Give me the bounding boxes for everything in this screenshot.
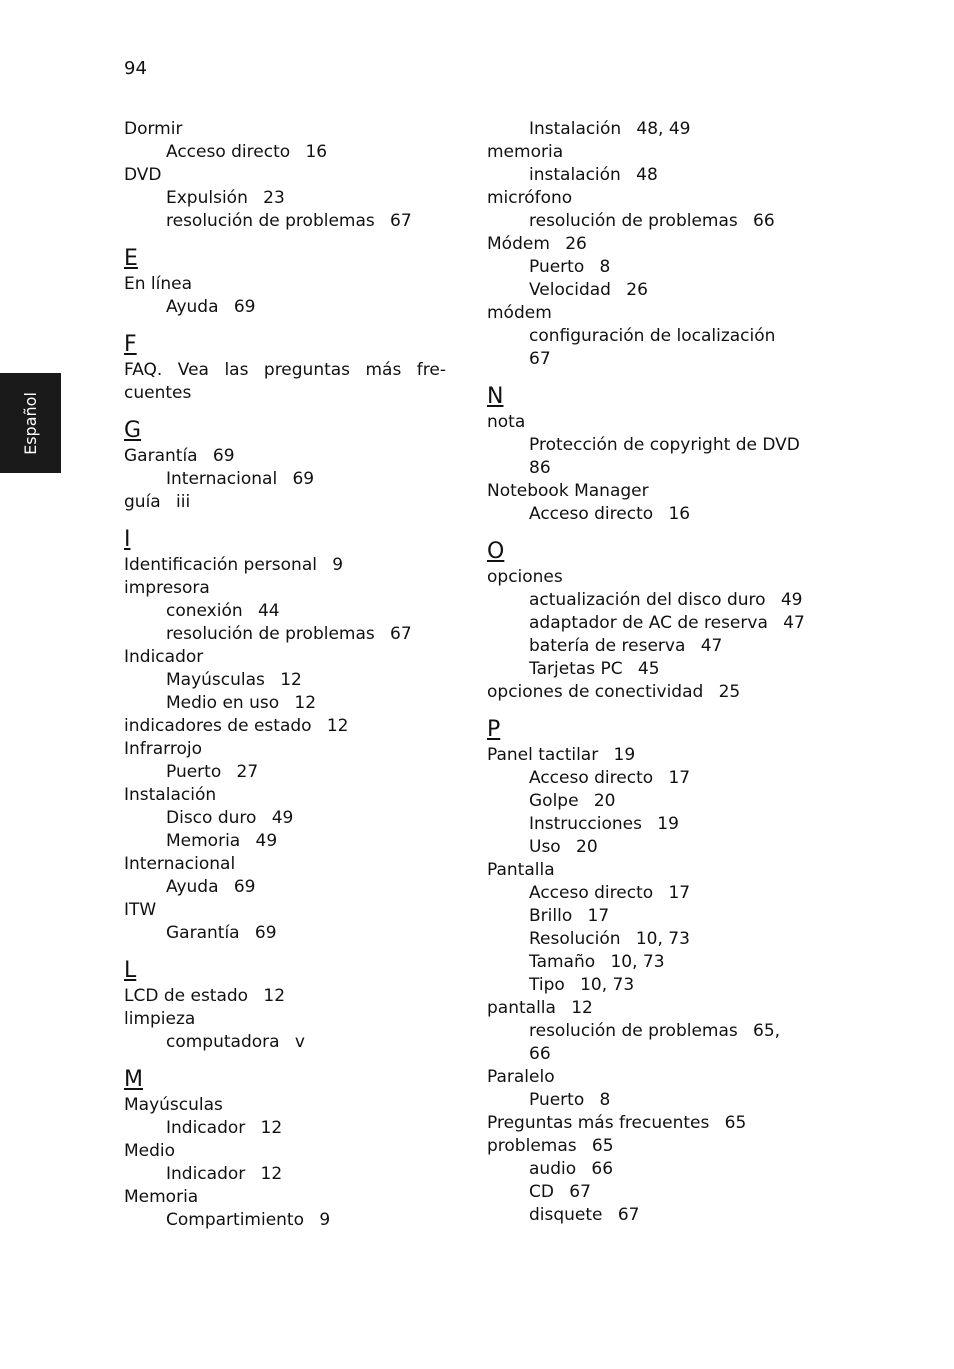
- entry-term: módem: [487, 303, 552, 323]
- entry-term: Golpe: [529, 791, 579, 811]
- entry-term: Garantía: [166, 923, 240, 943]
- index-entry: [124, 273, 446, 296]
- entry-term: Preguntas más frecuentes: [487, 1113, 710, 1133]
- index-subentry: [487, 118, 832, 141]
- index-entry: [487, 681, 832, 704]
- entry-term: Acceso directo: [529, 883, 654, 903]
- entry-term: limpieza: [124, 1009, 196, 1029]
- index-entry: [487, 141, 832, 164]
- index-entry: [124, 1186, 446, 1209]
- entry-term: Indicador: [166, 1164, 246, 1184]
- index-subentry: [124, 468, 446, 491]
- entry-page-ref: 17: [668, 768, 691, 788]
- entry-page-ref: 49: [255, 831, 278, 851]
- index-entry: [124, 715, 446, 738]
- index-letter-heading: N: [487, 384, 504, 409]
- index-subentry: [124, 876, 446, 899]
- index-subentry: [487, 1089, 832, 1112]
- entry-term: Medio: [124, 1141, 176, 1161]
- entry-term: FAQ. Vea las preguntas más fre-cuentes: [124, 360, 446, 403]
- entry-term: Medio en uso: [166, 693, 280, 713]
- entry-term: disquete: [529, 1205, 603, 1225]
- entry-term: Instalación: [124, 785, 217, 805]
- entry-term: Tamaño: [529, 952, 596, 972]
- index-subentry: [487, 1181, 832, 1204]
- entry-term: actualización del disco duro: [529, 590, 766, 610]
- entry-term: DVD: [124, 165, 162, 185]
- entry-term: opciones: [487, 567, 563, 587]
- entry-page-ref: 8: [599, 1090, 611, 1110]
- entry-page-ref: 16: [305, 142, 328, 162]
- entry-term: resolución de problemas: [166, 624, 375, 644]
- entry-term: adaptador de AC de reserva: [529, 613, 768, 633]
- index-entry: [487, 859, 832, 882]
- index-entry: [124, 118, 446, 141]
- entry-page-ref: 17: [587, 906, 610, 926]
- entry-term: Instalación: [529, 119, 622, 139]
- entry-term: opciones de conectividad: [487, 682, 704, 702]
- entry-term: Brillo: [529, 906, 573, 926]
- index-entry: [124, 164, 446, 187]
- entry-term: Ayuda: [166, 297, 219, 317]
- entry-term: Indicador: [166, 1118, 246, 1138]
- index-subentry: [487, 790, 832, 813]
- index-subentry: [487, 951, 832, 974]
- index-entry: [487, 1135, 832, 1158]
- entry-term: audio: [529, 1159, 577, 1179]
- index-letter-heading: I: [124, 527, 131, 552]
- entry-page-ref: 10, 73: [635, 929, 690, 949]
- entry-term: guía: [124, 492, 161, 512]
- entry-page-ref: 26: [565, 234, 587, 254]
- entry-term: Compartimiento: [166, 1210, 305, 1230]
- index-subentry: [124, 807, 446, 830]
- entry-page-ref: 26: [626, 280, 648, 300]
- entry-page-ref: 27: [236, 762, 259, 782]
- index-subentry: [487, 813, 832, 836]
- entry-page-ref: 67: [569, 1182, 591, 1202]
- index-subentry: [487, 503, 832, 526]
- entry-page-ref: 19: [613, 745, 636, 765]
- index-entry: [487, 566, 832, 589]
- entry-page-ref: 48: [636, 165, 658, 185]
- index-entry: [124, 1008, 446, 1031]
- index-subentry: [487, 325, 832, 348]
- entry-term: Mayúsculas: [124, 1095, 223, 1115]
- entry-term: Módem: [487, 234, 550, 254]
- entry-term: memoria: [487, 142, 564, 162]
- index-letter-heading: G: [124, 418, 142, 443]
- index-entry: [124, 554, 446, 577]
- index-entry: [124, 899, 446, 922]
- entry-page-ref: 12: [263, 986, 286, 1006]
- entry-term: impresora: [124, 578, 210, 598]
- index-subentry: [487, 635, 832, 658]
- entry-term: Indicador: [124, 647, 204, 667]
- language-label: Español: [21, 391, 40, 455]
- index-subentry: [487, 905, 832, 928]
- index-subentry: [487, 1158, 832, 1181]
- index-entry: [487, 233, 832, 256]
- entry-page-ref: 12: [326, 716, 349, 736]
- entry-term: Velocidad: [529, 280, 611, 300]
- index-subentry: [487, 767, 832, 790]
- entry-page-ref: 12: [260, 1118, 283, 1138]
- entry-term: 67: [529, 349, 551, 369]
- entry-term: Disco duro: [166, 808, 257, 828]
- index-subentry: [487, 882, 832, 905]
- entry-term: Tipo: [529, 975, 565, 995]
- index-entry: [487, 480, 832, 503]
- entry-page-ref: 9: [332, 555, 344, 575]
- entry-page-ref: 65: [724, 1113, 747, 1133]
- entry-term: Uso: [529, 837, 561, 857]
- index-entry: [487, 187, 832, 210]
- entry-term: Puerto: [166, 762, 222, 782]
- index-subentry: [487, 164, 832, 187]
- index-column-left: [124, 118, 446, 1232]
- index-entry: [487, 411, 832, 434]
- entry-term: ITW: [124, 900, 157, 920]
- entry-term: Internacional: [166, 469, 278, 489]
- index-subentry: [124, 210, 446, 233]
- entry-page-ref: 8: [599, 257, 611, 277]
- entry-page-ref: 44: [257, 601, 280, 621]
- entry-term: Resolución: [529, 929, 621, 949]
- entry-page-ref: 12: [260, 1164, 283, 1184]
- entry-term: Puerto: [529, 257, 585, 277]
- index-subentry: [124, 600, 446, 623]
- index-entry: [124, 784, 446, 807]
- entry-term: Paralelo: [487, 1067, 555, 1087]
- index-subentry: [487, 1020, 832, 1043]
- index-letter-heading: P: [487, 717, 501, 742]
- index-entry: [124, 1140, 446, 1163]
- index-subentry: [124, 187, 446, 210]
- entry-page-ref: 47: [700, 636, 723, 656]
- entry-page-ref: 45: [637, 659, 660, 679]
- index-entry: [124, 577, 446, 600]
- entry-term: LCD de estado: [124, 986, 249, 1006]
- entry-page-ref: v: [294, 1032, 305, 1052]
- index-subentry: [124, 761, 446, 784]
- index-entry: [124, 985, 446, 1008]
- index-subentry: [487, 836, 832, 859]
- entry-page-ref: 66: [591, 1159, 614, 1179]
- entry-term: Protección de copyright de DVD: [529, 435, 800, 455]
- index-entry: [124, 1094, 446, 1117]
- index-subentry: [124, 1209, 446, 1232]
- entry-term: indicadores de estado: [124, 716, 312, 736]
- index-entry: [124, 445, 446, 468]
- entry-page-ref: 69: [233, 297, 256, 317]
- index-letter-heading: O: [487, 539, 505, 564]
- index-subentry: [487, 279, 832, 302]
- index-entry: [487, 997, 832, 1020]
- entry-term: Notebook Manager: [487, 481, 649, 501]
- entry-page-ref: 19: [657, 814, 679, 834]
- entry-term: Dormir: [124, 119, 183, 139]
- entry-page-ref: 47: [783, 613, 805, 633]
- entry-page-ref: 65: [591, 1136, 614, 1156]
- index-entry: [487, 744, 832, 767]
- index-subentry: [487, 1204, 832, 1227]
- entry-term: En línea: [124, 274, 193, 294]
- index-subentry: [124, 623, 446, 646]
- entry-term: Memoria: [124, 1187, 199, 1207]
- entry-term: Expulsión: [166, 188, 248, 208]
- index-entry: [124, 491, 446, 514]
- index-column-right: [487, 118, 832, 1227]
- entry-page-ref: iii: [176, 492, 191, 512]
- index-subentry: [487, 348, 832, 371]
- entry-term: Ayuda: [166, 877, 219, 897]
- language-side-tab: [0, 373, 61, 473]
- entry-term: computadora: [166, 1032, 280, 1052]
- entry-term: pantalla: [487, 998, 556, 1018]
- index-subentry: [487, 434, 832, 457]
- entry-page-ref: 69: [292, 469, 315, 489]
- entry-term: Instrucciones: [529, 814, 642, 834]
- entry-term: Mayúsculas: [166, 670, 265, 690]
- entry-page-ref: 12: [571, 998, 593, 1018]
- index-entry: [124, 738, 446, 761]
- entry-term: resolución de problemas: [166, 211, 375, 231]
- index-subentry: [487, 658, 832, 681]
- entry-term: Pantalla: [487, 860, 555, 880]
- entry-page-ref: 69: [212, 446, 235, 466]
- entry-term: resolución de problemas: [529, 1021, 738, 1041]
- page-number: 94: [124, 58, 147, 79]
- index-subentry: [124, 1031, 446, 1054]
- entry-term: Memoria: [166, 831, 241, 851]
- index-subentry: [487, 974, 832, 997]
- index-subentry: [487, 928, 832, 951]
- entry-term: CD: [529, 1182, 554, 1202]
- entry-term: problemas: [487, 1136, 577, 1156]
- entry-term: 86: [529, 458, 551, 478]
- entry-page-ref: 49: [780, 590, 803, 610]
- entry-page-ref: 65,: [753, 1021, 781, 1041]
- index-entry: [124, 853, 446, 876]
- entry-page-ref: 67: [390, 211, 412, 231]
- entry-term: Internacional: [124, 854, 236, 874]
- entry-page-ref: 48, 49: [636, 119, 691, 139]
- index-entry: [487, 1066, 832, 1089]
- entry-page-ref: 69: [254, 923, 277, 943]
- index-letter-heading: M: [124, 1067, 143, 1092]
- entry-term: micrófono: [487, 188, 573, 208]
- index-subentry: [124, 141, 446, 164]
- index-subentry: [124, 296, 446, 319]
- index-letter-heading: E: [124, 246, 138, 271]
- entry-term: Infrarrojo: [124, 739, 203, 759]
- entry-page-ref: 69: [233, 877, 256, 897]
- index-letter-heading: F: [124, 332, 137, 357]
- index-subentry: [487, 210, 832, 233]
- entry-page-ref: 20: [593, 791, 616, 811]
- entry-term: conexión: [166, 601, 243, 621]
- entry-term: Identificación personal: [124, 555, 317, 575]
- entry-page-ref: 17: [668, 883, 691, 903]
- entry-page-ref: 10, 73: [610, 952, 665, 972]
- index-subentry: [124, 1163, 446, 1186]
- entry-page-ref: 23: [263, 188, 285, 208]
- entry-term: resolución de problemas: [529, 211, 738, 231]
- entry-page-ref: 67: [390, 624, 412, 644]
- entry-page-ref: 10, 73: [580, 975, 635, 995]
- entry-term: Tarjetas PC: [529, 659, 623, 679]
- index-subentry: [487, 1043, 832, 1066]
- entry-page-ref: 25: [718, 682, 741, 702]
- entry-term: Acceso directo: [166, 142, 291, 162]
- entry-page-ref: 49: [271, 808, 294, 828]
- index-entry: [124, 359, 446, 405]
- entry-term: instalación: [529, 165, 621, 185]
- entry-page-ref: 20: [576, 837, 598, 857]
- entry-page-ref: 66: [753, 211, 775, 231]
- index-subentry: [124, 1117, 446, 1140]
- entry-page-ref: 9: [319, 1210, 331, 1230]
- index-entry: [487, 1112, 832, 1135]
- index-subentry: [124, 830, 446, 853]
- entry-page-ref: 12: [280, 670, 302, 690]
- entry-term: batería de reserva: [529, 636, 686, 656]
- index-subentry: [124, 922, 446, 945]
- entry-term: Panel tactilar: [487, 745, 599, 765]
- index-entry: [487, 302, 832, 325]
- entry-page-ref: 12: [294, 693, 317, 713]
- index-subentry: [487, 457, 832, 480]
- index-subentry: [124, 692, 446, 715]
- entry-term: Acceso directo: [529, 768, 654, 788]
- index-entry: [124, 646, 446, 669]
- entry-term: 66: [529, 1044, 551, 1064]
- index-subentry: [124, 669, 446, 692]
- entry-page-ref: 16: [668, 504, 691, 524]
- entry-term: nota: [487, 412, 526, 432]
- entry-term: Puerto: [529, 1090, 585, 1110]
- entry-term: Garantía: [124, 446, 198, 466]
- index-subentry: [487, 589, 832, 612]
- entry-term: Acceso directo: [529, 504, 654, 524]
- index-letter-heading: L: [124, 958, 137, 983]
- index-subentry: [487, 612, 832, 635]
- index-subentry: [487, 256, 832, 279]
- entry-term: configuración de localización: [529, 326, 776, 346]
- entry-page-ref: 67: [617, 1205, 640, 1225]
